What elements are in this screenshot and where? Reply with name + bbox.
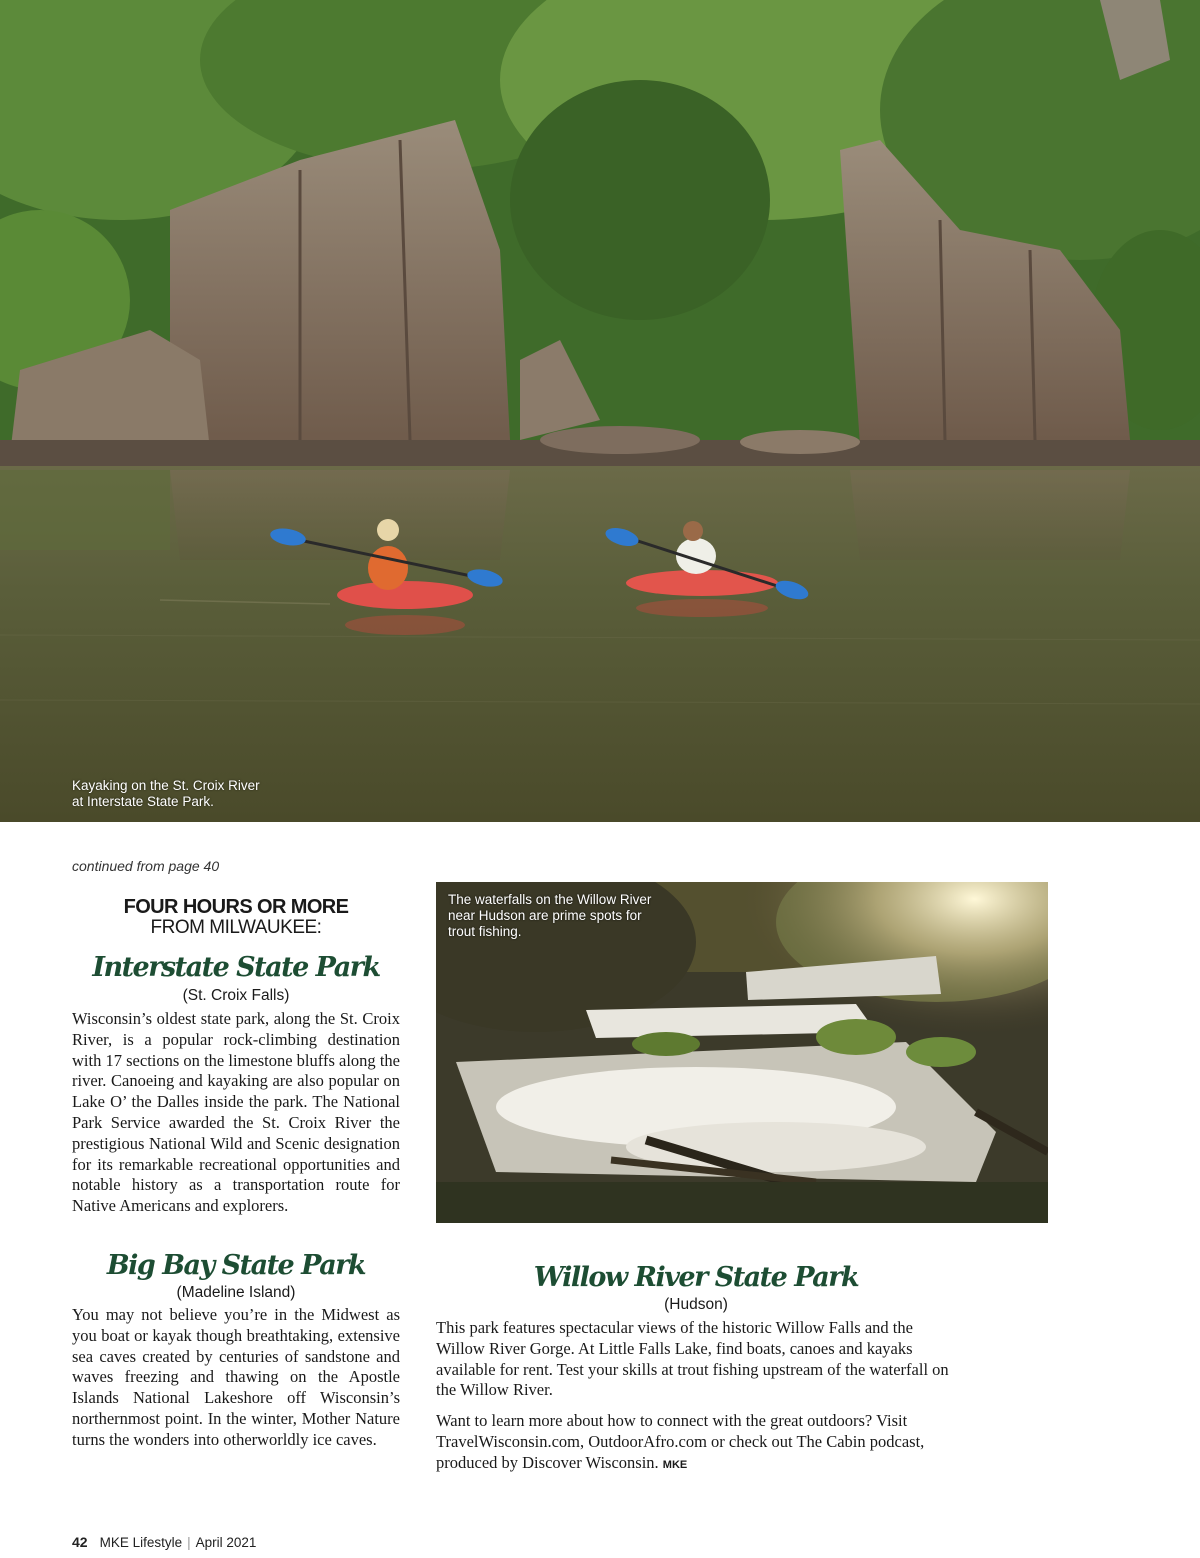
section-heading-light: FROM MILWAUKEE: bbox=[150, 917, 322, 938]
interstate-park-location: (St. Croix Falls) bbox=[182, 987, 290, 1004]
end-tag: MKE bbox=[662, 1458, 688, 1471]
page-footer bbox=[72, 1534, 256, 1550]
interstate-park-title: Interstate State Park bbox=[92, 952, 380, 983]
closing-paragraph bbox=[436, 1411, 958, 1475]
section-heading-bold: FOUR HOURS OR MORE bbox=[123, 896, 349, 918]
publication-name: MKE Lifestyle bbox=[99, 1535, 183, 1550]
section-heading bbox=[72, 896, 400, 938]
hero-caption-line2: at Interstate State Park. bbox=[72, 794, 214, 809]
closing-text: Want to learn more about how to connect with the great outdoors? Visit TravelWisconsin.com, OutdoorAfro.com or check out The Cabin podcast, produced by Discover Wisconsin. bbox=[436, 1411, 925, 1472]
bigbay-park-title: Big Bay State Park bbox=[106, 1250, 366, 1281]
hero-caption bbox=[72, 778, 332, 810]
footer-separator: | bbox=[187, 1535, 191, 1550]
continued-note: continued from page 40 bbox=[72, 858, 220, 874]
issue-date: April 2021 bbox=[195, 1535, 257, 1550]
falls-photo bbox=[436, 882, 1048, 1223]
falls-caption: The waterfalls on the Willow River near Hudson are prime spots for trout fishing. bbox=[448, 892, 652, 939]
page-number: 42 bbox=[72, 1534, 88, 1550]
willow-park-body bbox=[436, 1318, 958, 1476]
willow-park-location: (Hudson) bbox=[664, 1296, 728, 1313]
willow-park-paragraph: This park features spectacular views of the historic Willow Falls and the Willow River Gorge. At Little Falls Lake, find boats, canoes and kayaks available for rent. Test your skills at trout fishing upstream of the waterfall on the Willow River. bbox=[436, 1318, 949, 1400]
bigbay-park-body: You may not believe you’re in the Midwest as you boat or kayak though breathtaking, extensive sea caves created by centuries of sandstone and waves freezing and thawing on the Apostle Islands National Lakeshore off Wisconsin’s northernmost point. In the winter, Mother Nature turns the wonders into otherworldly ice caves. bbox=[72, 1305, 400, 1449]
willow-park-title: Willow River State Park bbox=[533, 1262, 859, 1293]
bigbay-park-location: (Madeline Island) bbox=[176, 1284, 296, 1301]
interstate-park-body: Wisconsin’s oldest state park, along the St. Croix River, is a popular rock-climbing destination with 17 sections on the limestone bluffs along the river. Canoeing and kayaking are also popular on Lake O’ the Dalles inside the park. The National Park Service awarded the St. Croix River the prestigious National Wild and Scenic designation for its remarkable recreational opportunities and notable history as a transportation route for Native Americans and explorers. bbox=[72, 1009, 400, 1216]
hero-caption-line1: Kayaking on the St. Croix River bbox=[72, 778, 260, 793]
